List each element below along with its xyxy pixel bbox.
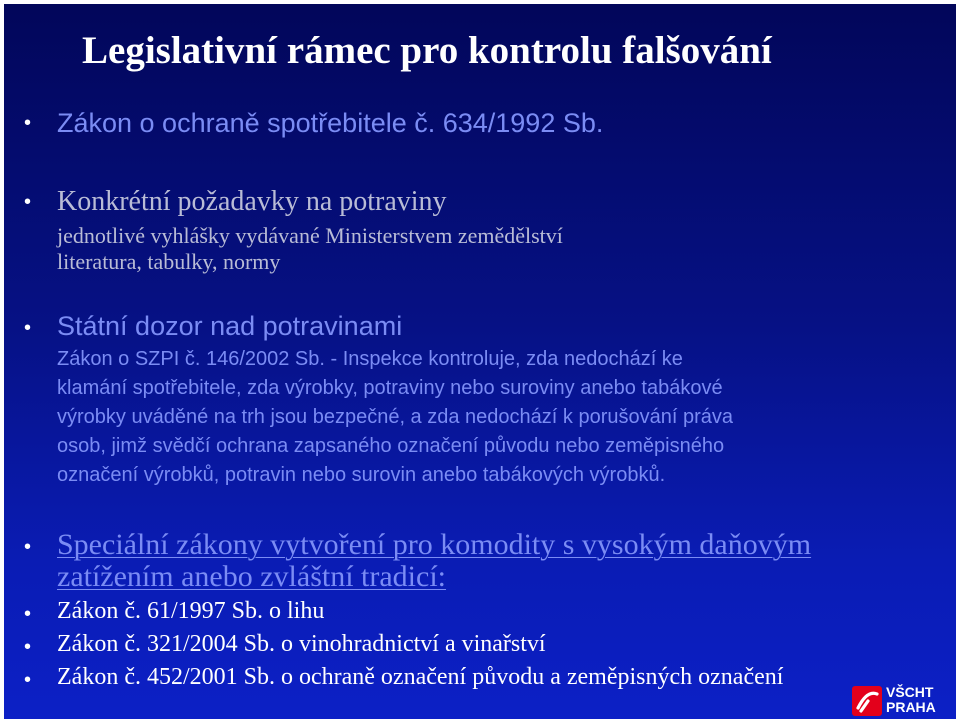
item-law-wine: Zákon č. 321/2004 Sb. o vinohradnictví a vinařství <box>57 631 546 657</box>
logo-line2: PRAHA <box>886 699 936 715</box>
sub-item-line: Zákon o SZPI č. 146/2002 Sb. - Inspekce kontroluje, zda nedochází ke <box>57 348 683 370</box>
sub-item-line: klamání spotřebitele, zda výrobky, potraviny nebo suroviny anebo tabákové <box>57 377 723 399</box>
bullet-icon: • <box>24 191 32 213</box>
bullet-icon: • <box>24 603 32 625</box>
sub-item: jednotlivé vyhlášky vydávané Ministerstvem zemědělství <box>57 223 563 248</box>
item-law-origin: Zákon č. 452/2001 Sb. o ochraně označení původu a zeměpisných označení <box>57 664 784 690</box>
sub-item-line: výrobky uváděné na trh jsou bezpečné, a zda nedochází k porušování práva <box>57 406 733 428</box>
logo-line1: VŠCHT <box>886 684 934 700</box>
sub-item-line: osob, jimž svědčí ochrana zapsaného označení původu nebo zeměpisného <box>57 435 725 457</box>
item-special-laws-line1: Speciální zákony vytvoření pro komodity s vysokým daňovým <box>57 528 812 561</box>
item-state-supervision: Státní dozor nad potravinami <box>57 311 403 341</box>
bullet-icon: • <box>24 636 32 658</box>
vscht-logo-icon <box>852 686 882 716</box>
bullet-icon: • <box>24 669 32 691</box>
sub-item: literatura, tabulky, normy <box>57 249 281 274</box>
logo-text <box>886 685 936 715</box>
item-special-laws-line2: zatížením anebo zvláštní tradicí: <box>57 560 447 593</box>
sub-item-line: označení výrobků, potravin nebo surovin anebo tabákových výrobků. <box>57 464 666 486</box>
item-consumer-law: Zákon o ochraně spotřebitele č. 634/1992 Sb. <box>57 108 604 138</box>
slide-title: Legislativní rámec pro kontrolu falšování <box>82 29 772 72</box>
item-specific-requirements: Konkrétní požadavky na potraviny <box>57 186 447 217</box>
item-law-alcohol: Zákon č. 61/1997 Sb. o lihu <box>57 598 325 624</box>
bullet-icon: • <box>24 317 32 339</box>
bullet-icon: • <box>24 536 32 558</box>
vscht-logo <box>852 685 948 717</box>
bullet-icon: • <box>24 112 32 134</box>
slide <box>4 4 956 719</box>
